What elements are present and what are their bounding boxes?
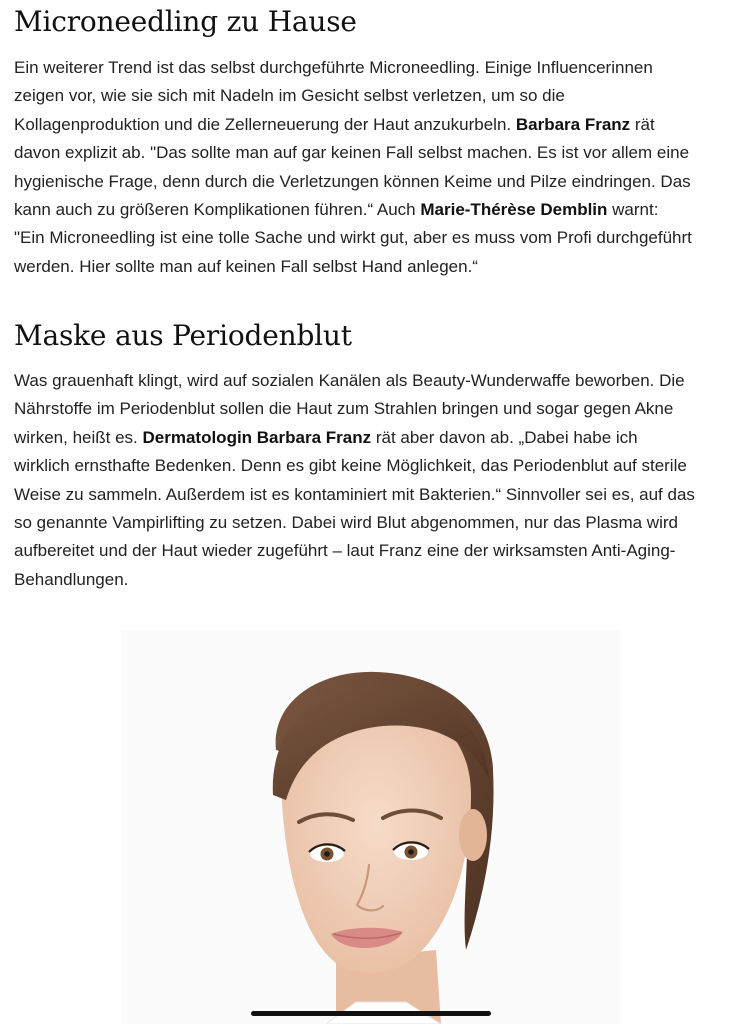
- paragraph-line: [14, 566, 730, 594]
- paragraph-line: [14, 54, 730, 82]
- paragraph-periodenblut: [14, 367, 730, 594]
- paragraph-line: [14, 509, 730, 537]
- body-text: wirklich ernsthafte Bedenken. Denn es gibt keine Möglichkeit, das Periodenblut auf sterile: [14, 456, 687, 476]
- paragraph-line: [14, 168, 730, 196]
- body-text: Weise zu sammeln. Außerdem ist es kontaminiert mit Bakterien.“ Sinnvoller sei es, auf das: [14, 484, 695, 504]
- section-heading-microneedling: Microneedling zu Hause: [14, 5, 357, 38]
- section-heading-periodenblut: Maske aus Periodenblut: [14, 319, 352, 352]
- paragraph-line: [14, 82, 730, 110]
- paragraph-line: [14, 537, 730, 565]
- paragraph-line: [14, 452, 730, 480]
- body-text: davon explizit ab. "Das sollte man auf gar keinen Fall selbst machen. Es ist vor allem eine: [14, 143, 690, 163]
- paragraph-line: [14, 481, 730, 509]
- paragraph-line: [14, 367, 730, 395]
- body-text: Was grauenhaft klingt, wird auf sozialen Kanälen als Beauty-Wunderwaffe beworben. Die: [14, 371, 685, 390]
- paragraph-line: [14, 395, 730, 423]
- paragraph-line: [14, 253, 730, 281]
- home-indicator-bar[interactable]: [251, 1011, 491, 1016]
- body-text: Behandlungen.: [14, 569, 129, 589]
- body-text: kann auch zu größeren Komplikationen führen.“ Auch: [14, 200, 421, 220]
- body-text: Nährstoffe im Periodenblut sollen die Haut zum Strahlen bringen und sogar gegen Akne: [14, 399, 674, 419]
- woman-portrait-icon: [121, 630, 621, 1024]
- body-text: Kollagenproduktion und die Zellerneuerung der Haut anzukurbeln.: [14, 114, 516, 134]
- paragraph-line: [14, 196, 730, 224]
- paragraph-line: [14, 111, 730, 139]
- paragraph-microneedling: [14, 54, 730, 281]
- bold-name-text: Marie-Thérèse Demblin: [420, 200, 608, 220]
- body-text: hygienische Frage, denn durch die Verletzungen können Keime und Pilze eindringen. Das: [14, 171, 691, 191]
- body-text: aufbereitet und der Haut wieder zugeführt – laut Franz eine der wirksamsten Anti-Aging-: [14, 541, 676, 561]
- body-text: rät aber davon ab. „Dabei habe ich: [371, 427, 638, 447]
- body-text: Ein weiterer Trend ist das selbst durchgeführte Microneedling. Einige Influencerinnen: [14, 58, 653, 77]
- bold-name-text: Dermatologin Barbara Franz: [142, 427, 372, 447]
- paragraph-line: [14, 224, 730, 252]
- bold-name-text: Barbara Franz: [515, 114, 631, 134]
- body-text: so genannte Vampirlifting zu setzen. Dabei wird Blut abgenommen, nur das Plasma wird: [14, 513, 678, 533]
- body-text: wirken, heißt es.: [14, 427, 143, 447]
- portrait-photo: [121, 630, 621, 1024]
- paragraph-line: [14, 424, 730, 452]
- paragraph-line: [14, 139, 730, 167]
- body-text: zeigen vor, wie sie sich mit Nadeln im Gesicht selbst verletzen, um so die: [14, 86, 565, 106]
- body-text: "Ein Microneedling ist eine tolle Sache und wirkt gut, aber es muss vom Profi durchgeführt: [14, 228, 692, 248]
- body-text: werden. Hier sollte man auf keinen Fall selbst Hand anlegen.“: [14, 256, 478, 276]
- body-text: warnt:: [607, 200, 659, 220]
- body-text: rät: [630, 114, 655, 134]
